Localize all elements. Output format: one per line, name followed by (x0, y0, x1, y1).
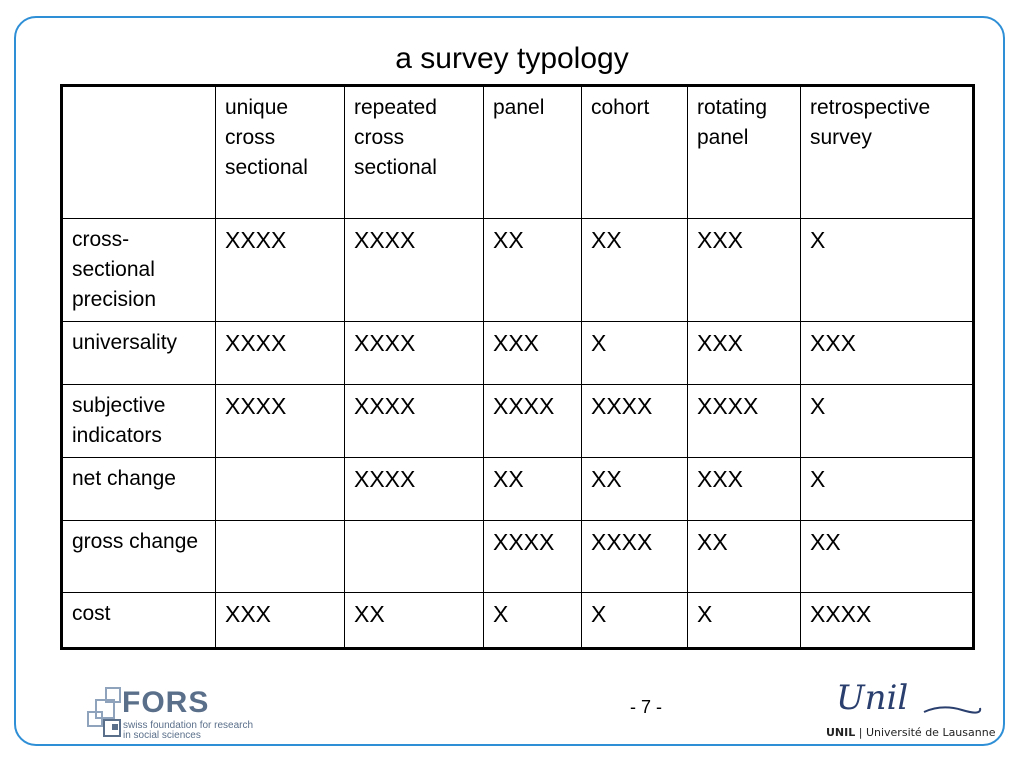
row-label: cross-sectional precision (62, 219, 216, 322)
unil-script-mark: Unil (836, 678, 909, 718)
table-row (62, 219, 974, 322)
table-cell: X (801, 385, 974, 458)
header-cell: panel (484, 86, 582, 219)
table-cell: XX (801, 521, 974, 593)
table-cell: XXXX (484, 521, 582, 593)
page-number: - 7 - (630, 697, 663, 717)
table-cell: XXXX (484, 385, 582, 458)
table-cell: XX (582, 219, 688, 322)
table-cell: XXX (688, 322, 801, 385)
slide-title: a survey typology (395, 42, 629, 75)
fors-logo (86, 686, 266, 746)
table-cell: XXXX (216, 219, 345, 322)
header-cell-empty (62, 86, 216, 219)
table-cell: X (801, 219, 974, 322)
table-cell: XXXX (345, 322, 484, 385)
unil-caption: UNIL | Université de Lausanne (826, 726, 996, 739)
row-label: cost (62, 593, 216, 649)
fors-wordmark: FORS (122, 686, 210, 719)
table-cell: X (582, 322, 688, 385)
fors-tagline: swiss foundation for research in social sciences (123, 720, 254, 741)
table-cell (216, 458, 345, 521)
table-cell: XXXX (582, 521, 688, 593)
row-label: net change (62, 458, 216, 521)
row-label: subjective indicators (62, 385, 216, 458)
table-cell: X (688, 593, 801, 649)
header-cell: retrospective survey (801, 86, 974, 219)
table-cell: X (484, 593, 582, 649)
table-row (62, 593, 974, 649)
table-cell: XX (484, 219, 582, 322)
survey-typology-table (60, 84, 975, 650)
table-cell: X (801, 458, 974, 521)
table-cell: XXXX (216, 322, 345, 385)
table-cell: XXX (688, 219, 801, 322)
header-cell: cohort (582, 86, 688, 219)
header-cell: repeated cross sectional (345, 86, 484, 219)
row-label: universality (62, 322, 216, 385)
table-cell: XXXX (801, 593, 974, 649)
table-cell: XXX (484, 322, 582, 385)
table-row (62, 385, 974, 458)
table-cell: XXX (801, 322, 974, 385)
table-cell: XX (688, 521, 801, 593)
row-label: gross change (62, 521, 216, 593)
table-cell: XXXX (688, 385, 801, 458)
header-cell: unique cross sectional (216, 86, 345, 219)
unil-logo (826, 678, 996, 742)
table-cell: XX (345, 593, 484, 649)
table-cell: XXXX (345, 385, 484, 458)
table-cell: XXXX (582, 385, 688, 458)
table-row (62, 521, 974, 593)
table-cell: XXXX (345, 219, 484, 322)
table-cell: XXX (688, 458, 801, 521)
table-cell: XX (582, 458, 688, 521)
table-cell: X (582, 593, 688, 649)
table-cell: XXXX (345, 458, 484, 521)
table-row (62, 458, 974, 521)
table-cell (345, 521, 484, 593)
header-cell: rotating panel (688, 86, 801, 219)
fors-squares-icon (86, 686, 126, 744)
table-header-row (62, 86, 974, 219)
table-row (62, 322, 974, 385)
table-cell (216, 521, 345, 593)
unil-swoosh-icon (922, 700, 982, 720)
table-cell: XXX (216, 593, 345, 649)
table-cell: XX (484, 458, 582, 521)
table-cell: XXXX (216, 385, 345, 458)
